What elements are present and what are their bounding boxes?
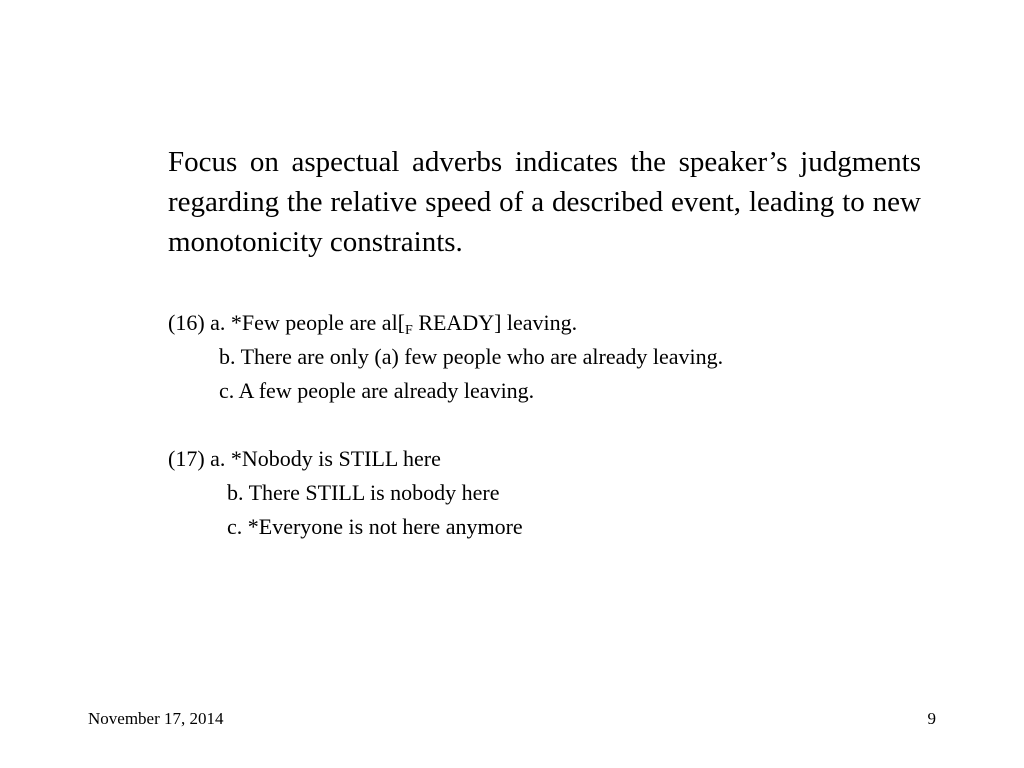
footer-date: November 17, 2014 bbox=[88, 709, 224, 728]
focus-subscript: F bbox=[405, 323, 413, 338]
example-16-a-prefix: (16) a. *Few people are al[ bbox=[168, 310, 406, 335]
example-17-c: c. *Everyone is not here anymore bbox=[227, 514, 523, 539]
example-17-a: (17) a. *Nobody is STILL here bbox=[168, 446, 441, 471]
example-16-b: b. There are only (a) few people who are already leaving. bbox=[219, 344, 724, 369]
page-number: 9 bbox=[927, 709, 936, 728]
example-17 bbox=[168, 442, 523, 544]
example-16 bbox=[168, 306, 723, 408]
example-16-a-suffix: READY] leaving. bbox=[412, 310, 578, 335]
example-17-b: b. There STILL is nobody here bbox=[227, 480, 500, 505]
example-16-a bbox=[168, 306, 723, 340]
main-paragraph: Focus on aspectual adverbs indicates the speaker’s judgments regarding the relative speed of a described event, leading to new monotonicity constraints. bbox=[168, 146, 921, 258]
example-16-c: c. A few people are already leaving. bbox=[219, 378, 535, 403]
